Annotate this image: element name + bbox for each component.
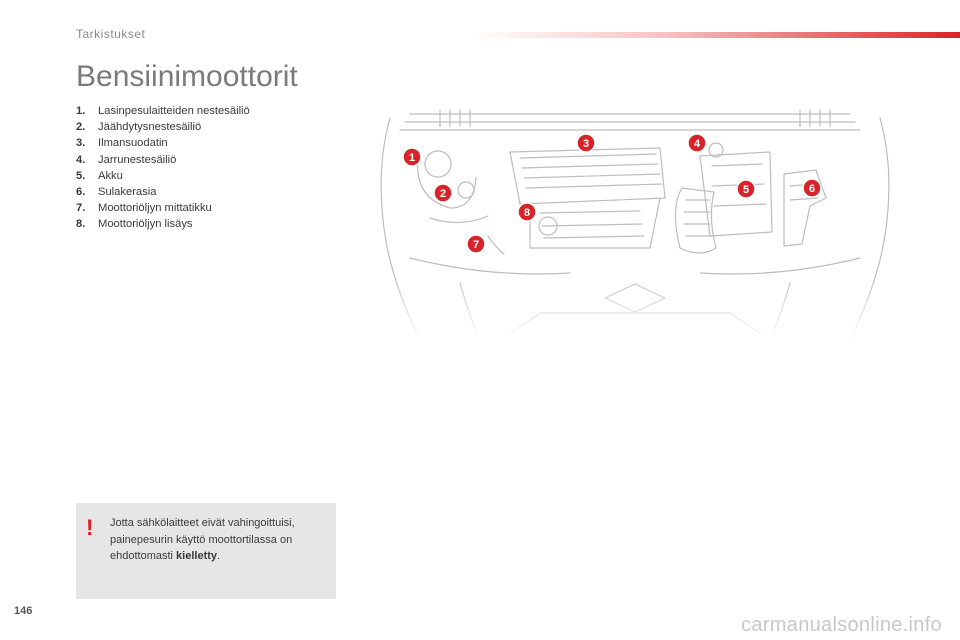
watermark: carmanualsonline.info (741, 614, 942, 636)
marker-7-label: 7 (472, 239, 480, 251)
page-number: 146 (14, 605, 33, 617)
marker-6-label: 6 (808, 183, 816, 195)
list-item (76, 168, 250, 184)
warning-text-body: Jotta sähkölaitteet eivät vahingoittuisi, painepesurin käyttö moottortilassa on ehdottomasti (110, 517, 295, 562)
list-item (76, 119, 250, 135)
item-label: Moottoriöljyn mittatikku (98, 202, 212, 215)
list-item (76, 184, 250, 200)
engine-bay-diagram (370, 108, 900, 340)
list-item (76, 152, 250, 168)
list-item (76, 135, 250, 151)
item-label: Jäähdytysnestesäiliö (98, 121, 202, 134)
marker-8-label: 8 (523, 207, 531, 219)
item-label: Sulakerasia (98, 186, 157, 199)
item-number: 4. (76, 153, 86, 166)
item-number: 7. (76, 202, 86, 215)
header-accent-rule (470, 32, 960, 38)
item-number: 1. (76, 105, 86, 117)
item-label: Moottoriöljyn lisäys (98, 218, 193, 231)
marker-3-label: 3 (582, 138, 590, 150)
exclamation-icon: ! (86, 515, 94, 540)
section-title: Tarkistukset (76, 27, 146, 41)
marker-2-label: 2 (439, 188, 447, 200)
item-label: Lasinpesulaitteiden nestesäiliö (98, 105, 250, 117)
page-title: Bensiinimoottorit (76, 60, 298, 93)
list-item (76, 200, 250, 216)
item-label: Jarrunestesäiliö (98, 153, 177, 166)
warning-text (110, 515, 326, 565)
marker-1-label: 1 (408, 152, 416, 164)
item-label: Ilmansuodatin (98, 137, 168, 150)
item-number: 8. (76, 218, 86, 231)
item-number: 3. (76, 137, 86, 150)
warning-box (76, 503, 336, 599)
marker-4-label: 4 (693, 138, 701, 150)
warning-text-end: . (217, 550, 221, 562)
warning-text-emphasis: kielletty (176, 550, 218, 562)
item-number: 6. (76, 186, 86, 199)
item-number: 2. (76, 121, 86, 134)
list-item (76, 103, 250, 119)
parts-list (76, 103, 250, 233)
item-label: Akku (98, 169, 123, 182)
marker-5-label: 5 (742, 184, 750, 196)
list-item (76, 216, 250, 232)
item-number: 5. (76, 169, 86, 182)
